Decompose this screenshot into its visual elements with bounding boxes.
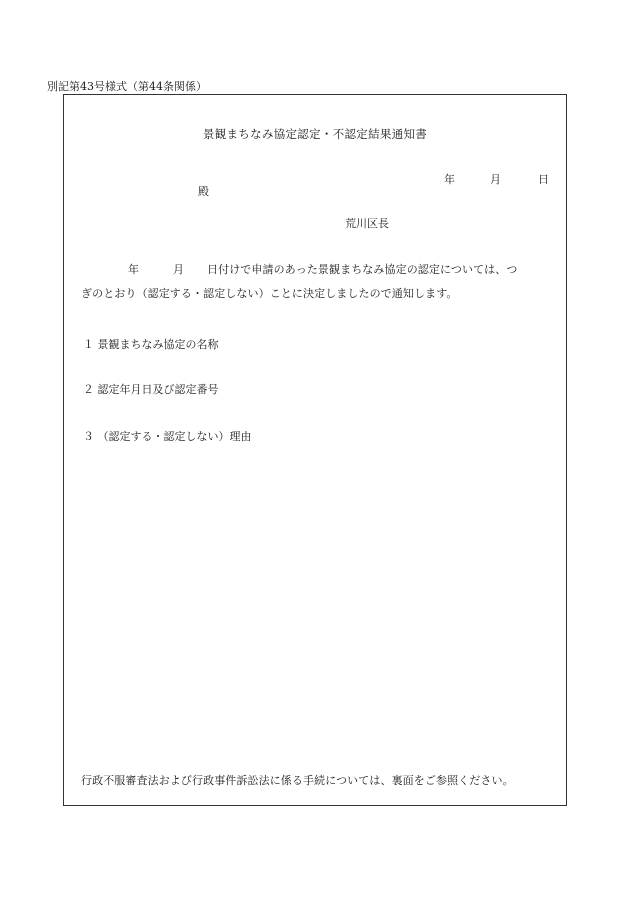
item-certification-date-number: ２ 認定年月日及び認定番号 [83, 383, 219, 396]
body-month-label: 月 [173, 263, 184, 276]
body-year-label: 年 [128, 263, 139, 276]
form-label: 別記第43号様式（第44条関係） [47, 80, 207, 93]
document-title: 景観まちなみ協定認定・不認定結果通知書 [202, 127, 428, 141]
issuer-name: 荒川区長 [345, 217, 389, 230]
item-agreement-name: １ 景観まちなみ協定の名称 [83, 338, 219, 351]
date-year-label: 年 [444, 173, 455, 186]
body-text-line-2: ぎのとおり（認定する・認定しない）ことに決定しましたので通知します。 [81, 287, 458, 300]
date-day-label: 日 [538, 173, 549, 186]
item-reason: ３ （認定する・認定しない）理由 [83, 430, 252, 443]
addressee-suffix: 殿 [198, 185, 209, 198]
date-month-label: 月 [490, 173, 501, 186]
document-frame [63, 94, 567, 806]
appeal-notice: 行政不服審査法および行政事件訴訟法に係る手続については、裏面をご参照ください。 [81, 774, 514, 787]
body-text-line-1: 日付けで申請のあった景観まちなみ協定の認定については、つ [207, 263, 518, 276]
